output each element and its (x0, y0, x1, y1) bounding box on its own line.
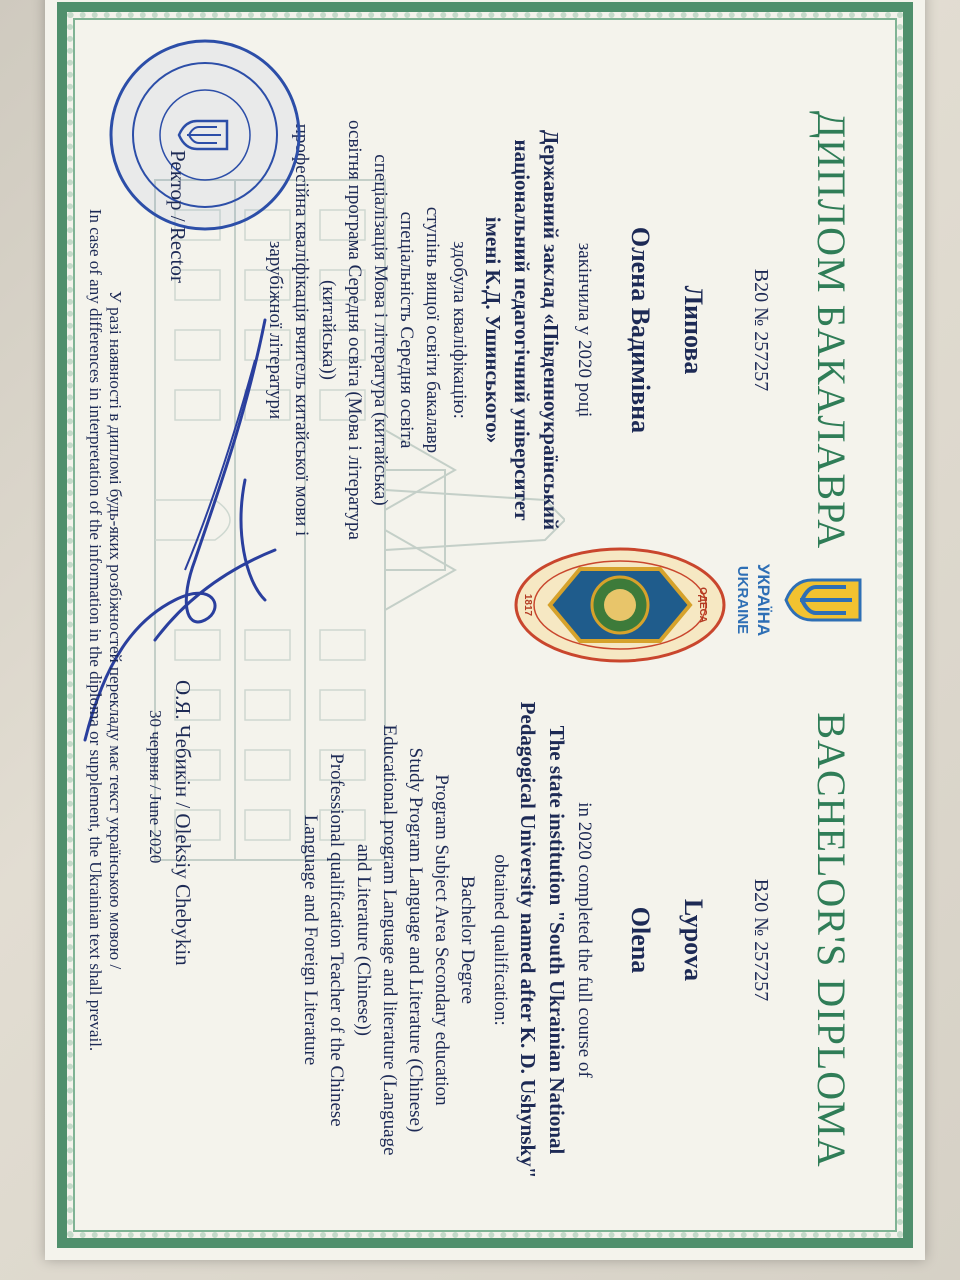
rector-label: Ректор / Rector (166, 150, 190, 283)
completed-text-ua: закінчила у 2020 році (573, 242, 595, 418)
obtained-text-en: obtained qualification: (489, 854, 511, 1026)
institution-line-en: Pedagogical University named after K. D. Ushynsky" (515, 701, 540, 1179)
english-column (297, 680, 855, 1200)
country-name-en: UKRAINE (734, 565, 751, 635)
graduate-surname-en: Lypova (679, 898, 708, 982)
qualification-line-en: Language and Foreign Literature (300, 814, 322, 1066)
qualification-line-en: Study Program Language and Literature (Chinese) (405, 747, 426, 1133)
diploma-number-ua: B20 № 257257 (750, 268, 772, 392)
qualification-line-ua: професійна кваліфікація вчитель китайської мови і (291, 123, 313, 537)
ministry-stamp (105, 35, 305, 235)
seal-city: ОДЕСА (697, 587, 708, 623)
qualification-line-en: Educational program Language and literature (Language (378, 724, 400, 1156)
seal-year: 1817 (522, 593, 533, 617)
rector-name: О.Я. Чебикін / Oleksiy Chebykin (171, 680, 195, 966)
qualification-line-ua: (китайська)) (317, 280, 339, 380)
trident-icon (730, 545, 870, 655)
qualification-line-en: Professional qualification Teacher of the Chinese (326, 753, 348, 1127)
completed-text-en: in 2020 completed the full course of (573, 802, 595, 1078)
institution-line-en: The state institution "South Ukrainian National (544, 725, 569, 1155)
footnote-en: In case of any differences in interpretation of the information in the diploma or supplement, the Ukrainian text shall prevail. (85, 208, 105, 1052)
qualification-line-en: and Literature (Chinese)) (352, 843, 374, 1037)
diploma-number-en: B20 № 257257 (750, 878, 772, 1002)
university-seal (510, 545, 730, 665)
country-name-ua: УКРАЇНА (754, 563, 773, 637)
institution-line-ua: імені К.Д. Ушинського» (480, 216, 505, 444)
footnote (84, 80, 125, 1180)
qualification-line-ua: ступінь вищої освіти бакалавр (422, 206, 444, 454)
diploma-title-en: BACHELOR'S DIPLOMA (809, 712, 854, 1168)
diploma-title-ua: ДИПЛОМ БАКАЛАВРА (809, 110, 854, 550)
institution-line-ua: Державний заклад «Південноукраїнський (538, 129, 563, 531)
diploma-document (45, 0, 925, 1260)
qualification-line-en: Program Subject Area Secondary education (431, 774, 453, 1106)
institution-line-ua: національний педагогічний університет (509, 139, 534, 521)
graduate-given-names-en: Olena (625, 906, 655, 974)
qualification-line-ua: зарубіжної літератури (265, 240, 287, 420)
graduate-given-names-ua: Олена Вадимівна (625, 226, 655, 434)
qualification-line-en: Bachelor Degree (457, 875, 479, 1005)
ukrainian-column (262, 70, 855, 590)
footnote-ua: У разі наявності в дипломі будь-яких розбіжностей перекладу має текст українською мовою / (106, 290, 125, 970)
qualification-line-ua: спеціальність Середня освіта (396, 211, 418, 449)
graduate-surname-ua: Липова (679, 285, 708, 375)
diploma-sheet (45, 0, 925, 1260)
qualification-line-ua: спеціалізація Мова і література (китайська) (370, 154, 392, 506)
issue-date: 30 червня / June 2020 (146, 710, 165, 864)
qualification-line-ua: освітня програма Середня освіта (Мова і література (343, 120, 365, 540)
obtained-text-ua: здобула кваліфікацію: (448, 241, 470, 419)
